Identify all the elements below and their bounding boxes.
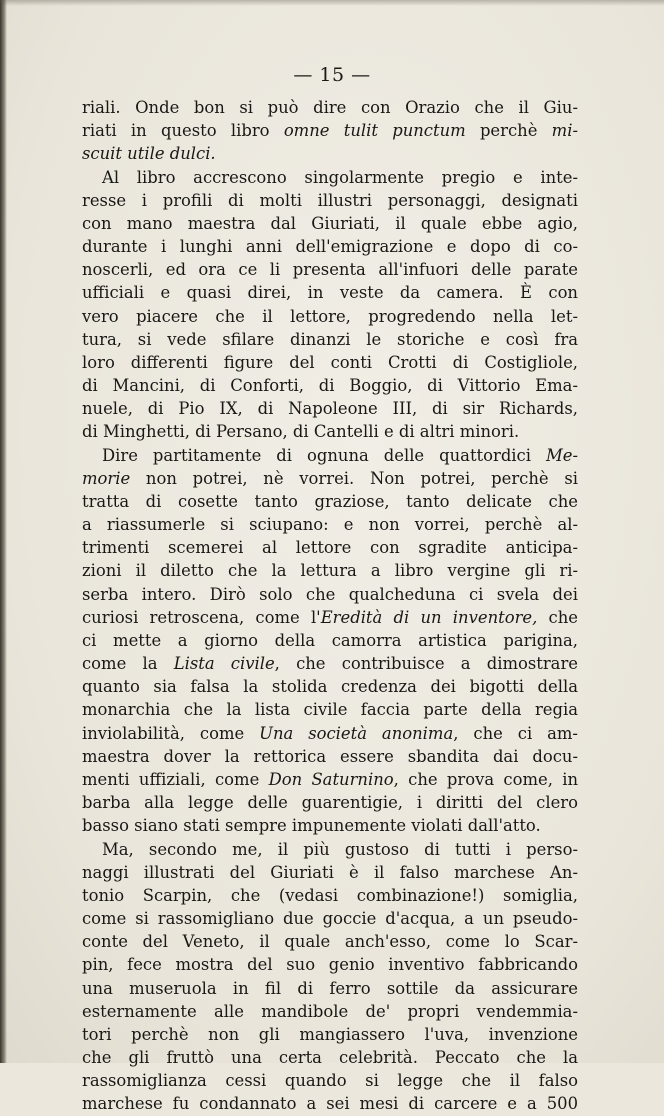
text-segment: Ma, secondo me, il più gustoso di tutti i perso- (102, 839, 578, 859)
text-line (82, 884, 578, 907)
text-line (82, 698, 578, 721)
text-line (82, 1092, 578, 1115)
text-line (82, 189, 578, 212)
text-line (82, 1069, 578, 1092)
text-segment: che (537, 607, 578, 627)
text-line (82, 351, 578, 374)
italic-text: Lista civile (173, 654, 275, 674)
italic-text: mi- (551, 121, 578, 141)
text-segment: non potrei, nè vorrei. Non potrei, perchè si (130, 468, 578, 488)
italic-text: omne tulit punctum (283, 121, 466, 141)
text-segment: barba alla legge delle guarentigie, i diritti del clero (82, 793, 578, 813)
text-segment: tonio Scarpin, che (vedasi combinazione!) somiglia, (82, 885, 578, 905)
text-line (82, 1023, 578, 1046)
text-segment: che gli fruttò una certa celebrità. Peccato che la (82, 1048, 578, 1068)
text-segment: riati in questo libro (82, 121, 284, 141)
text-line (82, 142, 578, 165)
text-line (82, 119, 578, 142)
text-segment: basso siano stati sempre impunemente violati dall'atto. (82, 816, 541, 836)
text-line (82, 235, 578, 258)
text-line (82, 953, 578, 976)
text-segment: a riassumerle si sciupano: e non vorrei, perchè al- (82, 515, 578, 535)
text-segment: di Mancini, di Conforti, di Boggio, di Vittorio Ema- (82, 376, 578, 396)
text-segment: Al libro accrescono singolarmente pregio e inte- (102, 167, 578, 187)
text-segment: serba intero. Dirò solo che qualcheduna ci svela dei (82, 584, 578, 604)
italic-text: Me- (545, 445, 578, 465)
text-segment: come si rassomigliano due goccie d'acqua, a un pseudo- (82, 909, 578, 929)
text-line (82, 96, 578, 119)
text-line (82, 930, 578, 953)
text-segment: nuele, di Pio IX, di Napoleone III, di sir Richards, (82, 399, 578, 419)
text-line (82, 467, 578, 490)
text-segment: con mano maestra dal Giuriati, il quale ebbe agio, (82, 213, 578, 233)
text-line (82, 513, 578, 536)
italic-text: morie (82, 468, 131, 488)
text-segment: tura, si vede sfilare dinanzi le storiche e così fra (82, 329, 578, 349)
text-segment: naggi illustrati del Giuriati è il falso marchese An- (82, 862, 578, 882)
italic-text: Don Saturnino (268, 769, 394, 789)
text-segment: tratta di cosette tanto graziose, tanto delicate che (82, 491, 578, 511)
text-segment: zioni il diletto che la lettura a libro vergine gli ri- (82, 561, 578, 581)
text-segment: ci mette a giorno della camorra artistica parigina, (82, 630, 578, 650)
text-segment: inviolabilità, come (82, 723, 260, 743)
text-line (82, 629, 578, 652)
text-segment: vero piacere che il lettore, progredendo nella let- (82, 306, 578, 326)
text-line (82, 258, 578, 281)
text-segment: trimenti scemerei al lettore con sgradite anticipa- (82, 538, 578, 558)
text-line (82, 1046, 578, 1069)
text-line (82, 281, 578, 304)
text-segment: una museruola in fil di ferro sottile da assicurare (82, 978, 578, 998)
text-segment: monarchia che la lista civile faccia parte della regia (82, 700, 578, 720)
text-line (82, 444, 578, 467)
text-segment: resse i profili di molti illustri personaggi, designati (82, 190, 578, 210)
text-line (82, 583, 578, 606)
page-number: — 15 — (293, 64, 371, 86)
text-line (82, 420, 578, 443)
text-segment: Dire partitamente di ognuna delle quattordici (102, 445, 546, 465)
text-segment: marchese fu condannato a sei mesi di carcere e a 500 (82, 1094, 578, 1114)
text-segment: maestra dover la rettorica essere sbandita dai docu- (82, 746, 578, 766)
body-text (82, 96, 578, 1116)
text-line (82, 745, 578, 768)
text-line (82, 559, 578, 582)
text-line (82, 768, 578, 791)
italic-text: Eredità di un inventore, (320, 607, 538, 627)
italic-text: scuit utile dulci. (82, 144, 216, 164)
text-segment: curiosi retroscena, come l' (82, 607, 321, 627)
text-segment: pin, fece mostra del suo genio inventivo fabbricando (82, 955, 578, 975)
page-top-shadow (0, 0, 664, 6)
text-segment: come la (82, 654, 174, 674)
text-segment: noscerli, ed ora ce li presenta all'infuori delle parate (82, 260, 578, 280)
page-binding-edge (0, 0, 7, 1063)
text-line (82, 838, 578, 861)
text-line (82, 536, 578, 559)
text-segment: rassomiglianza cessi quando si legge che il falso (82, 1071, 578, 1091)
text-line (82, 490, 578, 513)
text-segment: perchè (465, 121, 552, 141)
text-line (82, 722, 578, 745)
text-segment: conte del Veneto, il quale anch'esso, come lo Scar- (82, 932, 578, 952)
text-segment: durante i lunghi anni dell'emigrazione e dopo di co- (82, 237, 578, 257)
text-line (82, 675, 578, 698)
text-line (82, 305, 578, 328)
text-line (82, 1000, 578, 1023)
text-line (82, 907, 578, 930)
text-line (82, 606, 578, 629)
text-line (82, 861, 578, 884)
text-segment: riali. Onde bon si può dire con Orazio che il Giu- (82, 98, 578, 117)
text-line (82, 166, 578, 189)
text-segment: di Minghetti, di Persano, di Cantelli e di altri minori. (82, 422, 520, 442)
text-segment: ufficiali e quasi direi, in veste da camera. È con (82, 283, 578, 303)
text-line (82, 977, 578, 1000)
text-segment: quanto sia falsa la stolida credenza dei bigotti della (82, 677, 578, 697)
text-segment: , che contribuisce a dimostrare (274, 654, 578, 674)
italic-text: Una società anonima (259, 723, 454, 743)
text-line (82, 212, 578, 235)
text-line (82, 397, 578, 420)
text-segment: , che ci am- (453, 723, 578, 743)
text-segment: menti uffiziali, come (82, 769, 269, 789)
text-line (82, 374, 578, 397)
text-line (82, 652, 578, 675)
text-segment: , che prova come, in (393, 769, 578, 789)
text-line (82, 791, 578, 814)
text-segment: tori perchè non gli mangiassero l'uva, invenzione (82, 1024, 578, 1044)
text-segment: esternamente alle mandibole de' propri vendemmia- (82, 1001, 578, 1021)
text-line (82, 814, 578, 837)
text-segment: loro differenti figure del conti Crotti di Costigliole, (82, 352, 578, 372)
text-line (82, 328, 578, 351)
